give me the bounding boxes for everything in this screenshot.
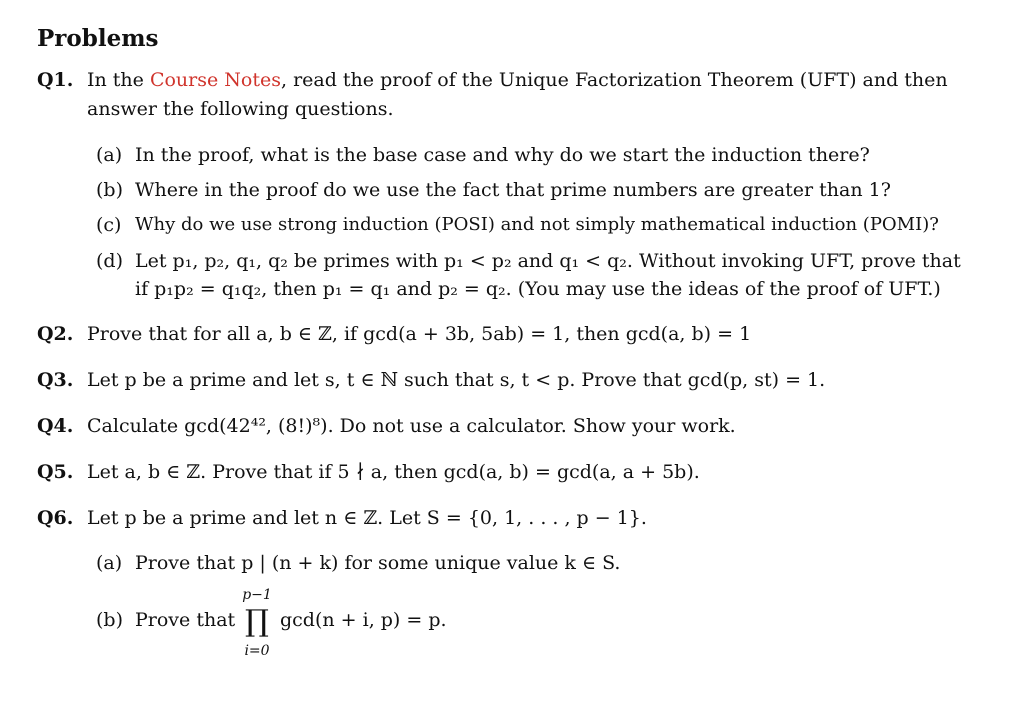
part-label: (d) — [96, 250, 123, 272]
part-text: Let p₁, p₂, q₁, q₂ be primes with p₁ < p₂ and q₁ < q₂. Without invoking UFT, prove that — [135, 250, 961, 272]
question-2-number: Q2. — [37, 323, 74, 345]
product-expression: gcd(n + i, p) = p. — [280, 609, 447, 631]
question-6-text: Let p be a prime and let n ∈ ℤ. Let S = {0, 1, . . . , p − 1}. — [87, 507, 647, 529]
question-5-text: Let a, b ∈ ℤ. Prove that if 5 ∤ a, then gcd(a, b) = gcd(a, a + 5b). — [87, 461, 700, 483]
part-text: Prove that p | (n + k) for some unique value k ∈ S. — [135, 552, 621, 574]
page-title: Problems — [37, 25, 159, 52]
part-text-line-2: if p₁p₂ = q₁q₂, then p₁ = q₁ and p₂ = q₂. (You may use the ideas of the proof of UFT.) — [135, 278, 941, 300]
part-label: (a) — [96, 144, 123, 166]
part-text: Where in the proof do we use the fact that prime numbers are greater than 1? — [135, 179, 891, 201]
question-2-text: Prove that for all a, b ∈ ℤ, if gcd(a + 3b, 5ab) = 1, then gcd(a, b) = 1 — [87, 323, 752, 345]
question-5-number: Q5. — [37, 461, 74, 483]
product-notation — [240, 585, 274, 657]
question-4-text: Calculate gcd(42⁴², (8!)⁸). Do not use a calculator. Show your work. — [87, 415, 736, 437]
product-upper-limit: p−1 — [242, 587, 272, 603]
part-label: (b) — [96, 609, 123, 631]
part-label: (c) — [96, 214, 122, 236]
product-lower-limit: i=0 — [244, 643, 270, 659]
course-notes-link[interactable]: Course Notes — [149, 69, 281, 91]
part-text: Why do we use strong induction (POSI) and not simply mathematical induction (POMI)? — [135, 214, 939, 235]
question-6-number: Q6. — [37, 507, 74, 529]
question-4-number: Q4. — [37, 415, 74, 437]
part-text: Prove that — [135, 609, 236, 631]
question-3-number: Q3. — [37, 369, 74, 391]
question-1-text-line-2: answer the following questions. — [87, 98, 394, 120]
question-1-number: Q1. — [37, 69, 74, 91]
part-label: (b) — [96, 179, 123, 201]
part-text: In the proof, what is the base case and why do we start the induction there? — [135, 144, 870, 166]
question-1-text-pre: In the — [87, 69, 144, 91]
question-1-text — [87, 68, 948, 92]
part-label: (a) — [96, 552, 123, 574]
question-1-text-post: , read the proof of the Unique Factorization Theorem (UFT) and then — [280, 69, 948, 91]
product-symbol: ∏ — [245, 604, 269, 639]
question-3-text: Let p be a prime and let s, t ∈ ℕ such that s, t < p. Prove that gcd(p, st) = 1. — [87, 369, 826, 391]
